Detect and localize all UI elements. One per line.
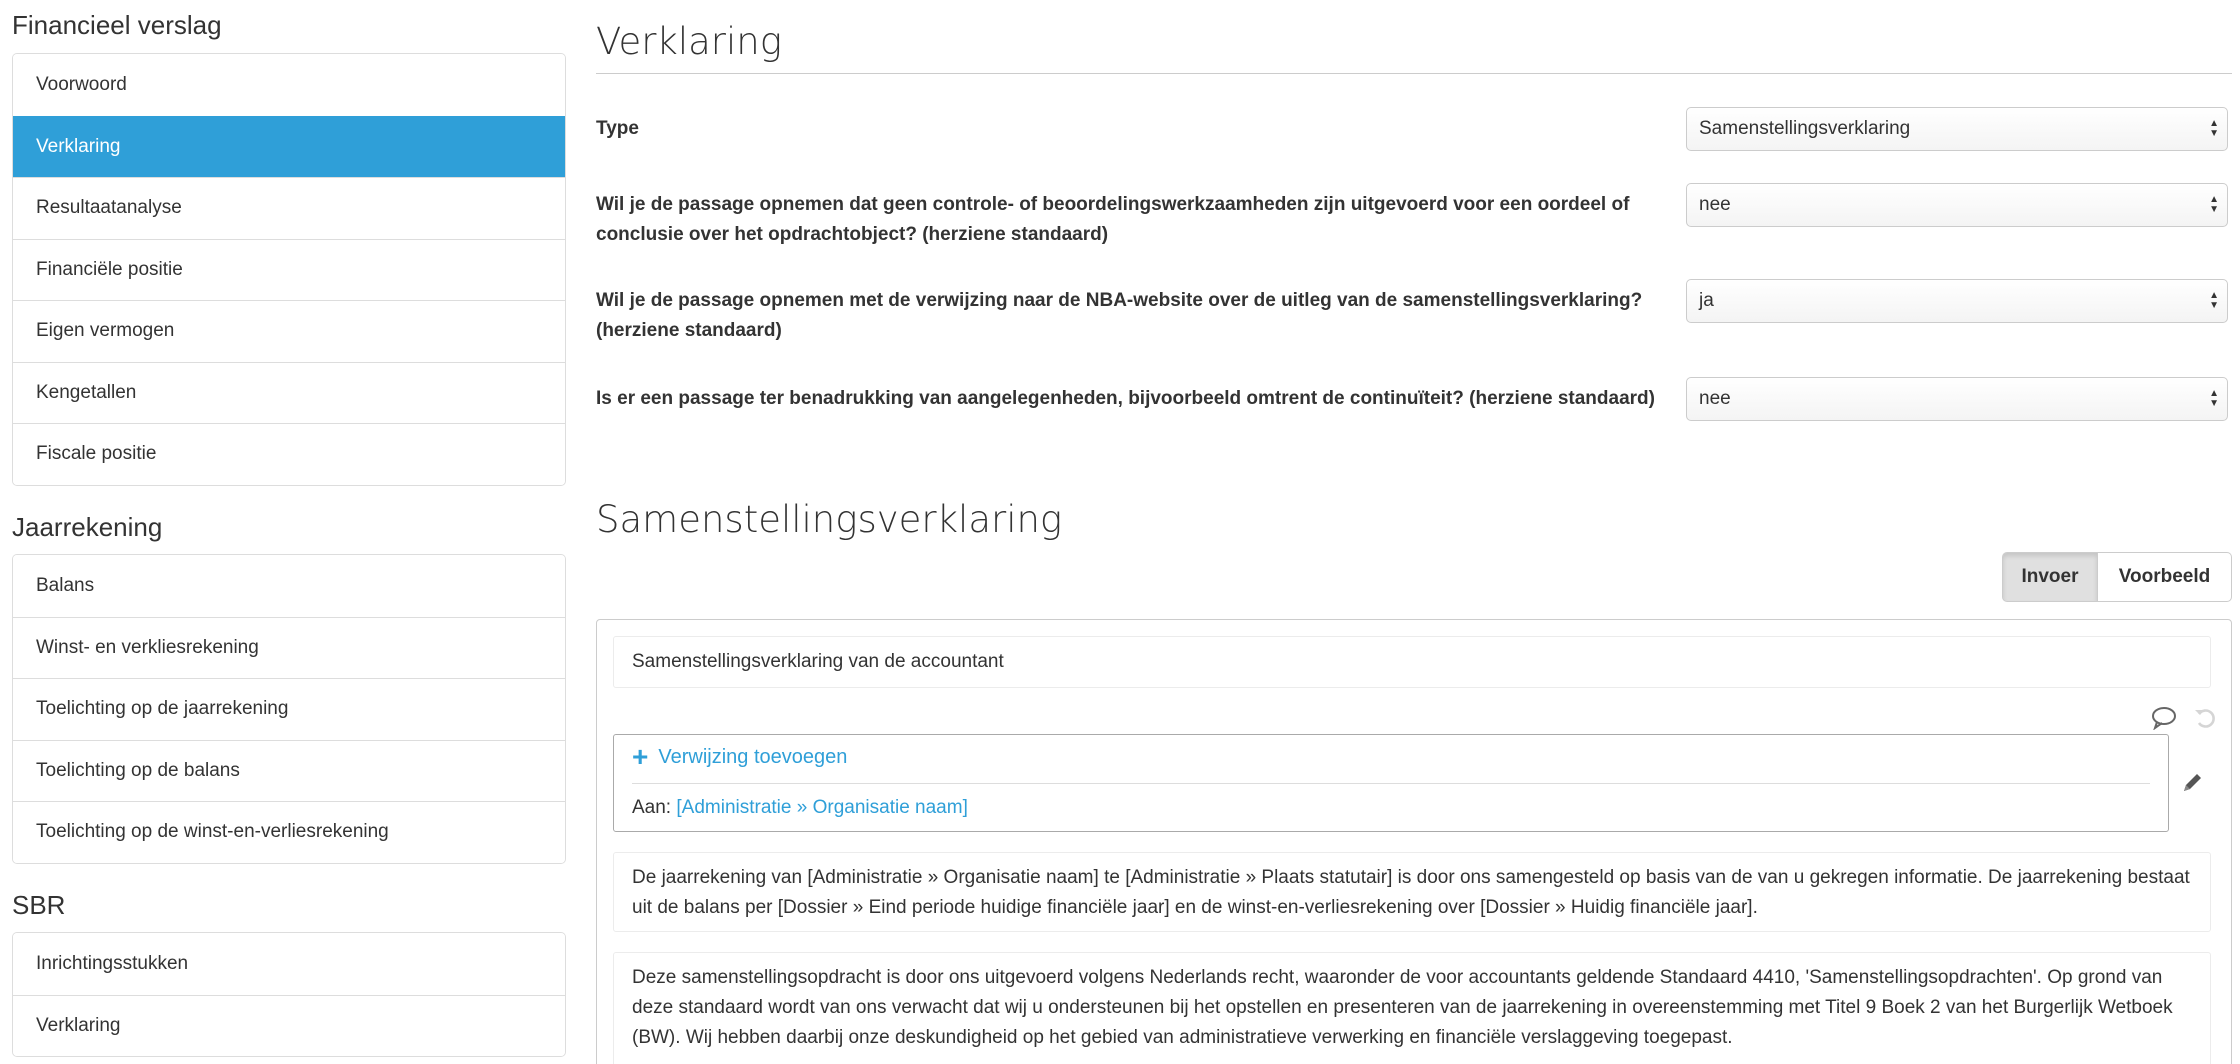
emphasis-passage-label: Is er een passage ter benadrukking van aangelegenheden, bijvoorbeeld omtrent de continuïteit? (herziene standaard) (596, 388, 1655, 409)
title-divider (596, 73, 2232, 74)
sidebar-heading-financieel-verslag: Financieel verslag (12, 10, 222, 40)
sidebar-group-jaarrekening (12, 554, 566, 864)
reference-divider (632, 783, 2150, 784)
sidebar-item-verklaring[interactable]: Verklaring (13, 116, 565, 178)
sidebar-item-sbr-verklaring[interactable]: Verklaring (13, 995, 565, 1057)
sidebar-item-fiscale-positie[interactable]: Fiscale positie (13, 423, 565, 485)
nba-website-passage-value: ja (1699, 290, 1714, 311)
editor-heading-field[interactable] (613, 636, 2211, 688)
undo-icon[interactable] (2193, 706, 2217, 735)
no-audit-passage-value: nee (1699, 194, 1731, 215)
no-audit-passage-select[interactable] (1686, 183, 2228, 227)
reference-box (613, 734, 2169, 832)
paragraph-1-field[interactable] (613, 852, 2211, 932)
add-reference-button[interactable] (632, 743, 847, 771)
sidebar-item-toelichting-balans[interactable]: Toelichting op de balans (13, 740, 565, 802)
section-title: Samenstellingsverklaring (596, 498, 1063, 541)
emphasis-passage-select[interactable] (1686, 377, 2228, 421)
editor-panel (596, 619, 2232, 1064)
add-reference-label: Verwijzing toevoegen (658, 745, 848, 768)
sidebar-item-kengetallen[interactable]: Kengetallen (13, 362, 565, 424)
sidebar-item-resultaatanalyse[interactable]: Resultaatanalyse (13, 177, 565, 239)
select-arrows-icon: ▲ ▼ (2209, 194, 2219, 215)
sidebar-item-winst-en-verliesrekening[interactable]: Winst- en verkliesrekening (13, 617, 565, 679)
sidebar-group-financieel-verslag (12, 53, 566, 486)
emphasis-passage-value: nee (1699, 388, 1731, 409)
sidebar-group-sbr (12, 932, 566, 1057)
type-select-value: Samenstellingsverklaring (1699, 118, 1911, 139)
view-toggle (2002, 552, 2232, 602)
page-title: Verklaring (596, 20, 782, 63)
editor-heading-text: Samenstellingsverklaring van de accountant (632, 651, 1004, 672)
paragraph-2-text: Deze samenstellingsopdracht is door ons uitgevoerd volgens Nederlands recht, waaronder de voor accountants geldende Standaard 4410, 'Samenstellingsopdrachten'. Op grond van deze standaard wordt van ons verwacht dat wij u ondersteunen bij het opstellen en presenteren van de jaarrekening in overeenstemming met Titel 9 Boek 2 van het Burgerlijk Wetboek (BW). Wij hebben daarbij onze deskundigheid op het gebied van administratieve verwerking en financiële verslaggeving toegepast. (632, 967, 2173, 1048)
paragraph-1-text: De jaarrekening van [Administratie » Organisatie naam] te [Administratie » Plaats statutair] is door ons samengesteld op basis van de van u gekregen informatie. De jaarrekening bestaat uit de balans per [Dossier » Eind periode huidige financiële jaar] en de winst-en-verliesrekening over [Dossier » Huidig financiële jaar]. (632, 867, 2190, 918)
sidebar-item-financiele-positie[interactable]: Financiële positie (13, 239, 565, 301)
plus-icon: + (632, 741, 649, 772)
sidebar-heading-sbr: SBR (12, 890, 66, 920)
sidebar-heading-jaarrekening: Jaarrekening (12, 512, 163, 542)
type-select[interactable] (1686, 107, 2228, 151)
recipient-link[interactable]: [Administratie » Organisatie naam] (676, 797, 968, 818)
sidebar-item-voorwoord[interactable]: Voorwoord (13, 54, 565, 116)
preview-button[interactable]: Voorbeeld (2098, 552, 2232, 602)
comment-icon[interactable] (2151, 706, 2177, 735)
nba-website-passage-label: Wil je de passage opnemen met de verwijzing naar de NBA-website over de uitleg van de samenstellingsverklaring? (herziene standaard) (596, 290, 1643, 341)
recipient-prefix: Aan: (632, 797, 672, 818)
sidebar-item-toelichting-jaarrekening[interactable]: Toelichting op de jaarrekening (13, 678, 565, 740)
sidebar-item-balans[interactable]: Balans (13, 555, 565, 617)
type-label: Type (596, 118, 639, 139)
nba-website-passage-select[interactable] (1686, 279, 2228, 323)
no-audit-passage-label: Wil je de passage opnemen dat geen controle- of beoordelingswerkzaamheden zijn uitgevoerd voor een oordeel of conclusie over het opdrachtobject? (herziene standaard) (596, 194, 1630, 245)
sidebar-item-toelichting-winst-en-verliesrekening[interactable]: Toelichting op de winst-en-verliesrekening (13, 801, 565, 863)
sidebar-item-inrichtingsstukken[interactable]: Inrichtingsstukken (13, 933, 565, 995)
sidebar-item-eigen-vermogen[interactable]: Eigen vermogen (13, 300, 565, 362)
select-arrows-icon: ▲ ▼ (2209, 290, 2219, 311)
pencil-icon[interactable] (2181, 770, 2205, 799)
select-arrows-icon: ▲ ▼ (2209, 388, 2219, 409)
select-arrows-icon: ▲ ▼ (2209, 118, 2219, 139)
reference-recipient (632, 793, 968, 823)
input-button[interactable]: Invoer (2002, 552, 2098, 602)
paragraph-2-field[interactable] (613, 952, 2211, 1064)
